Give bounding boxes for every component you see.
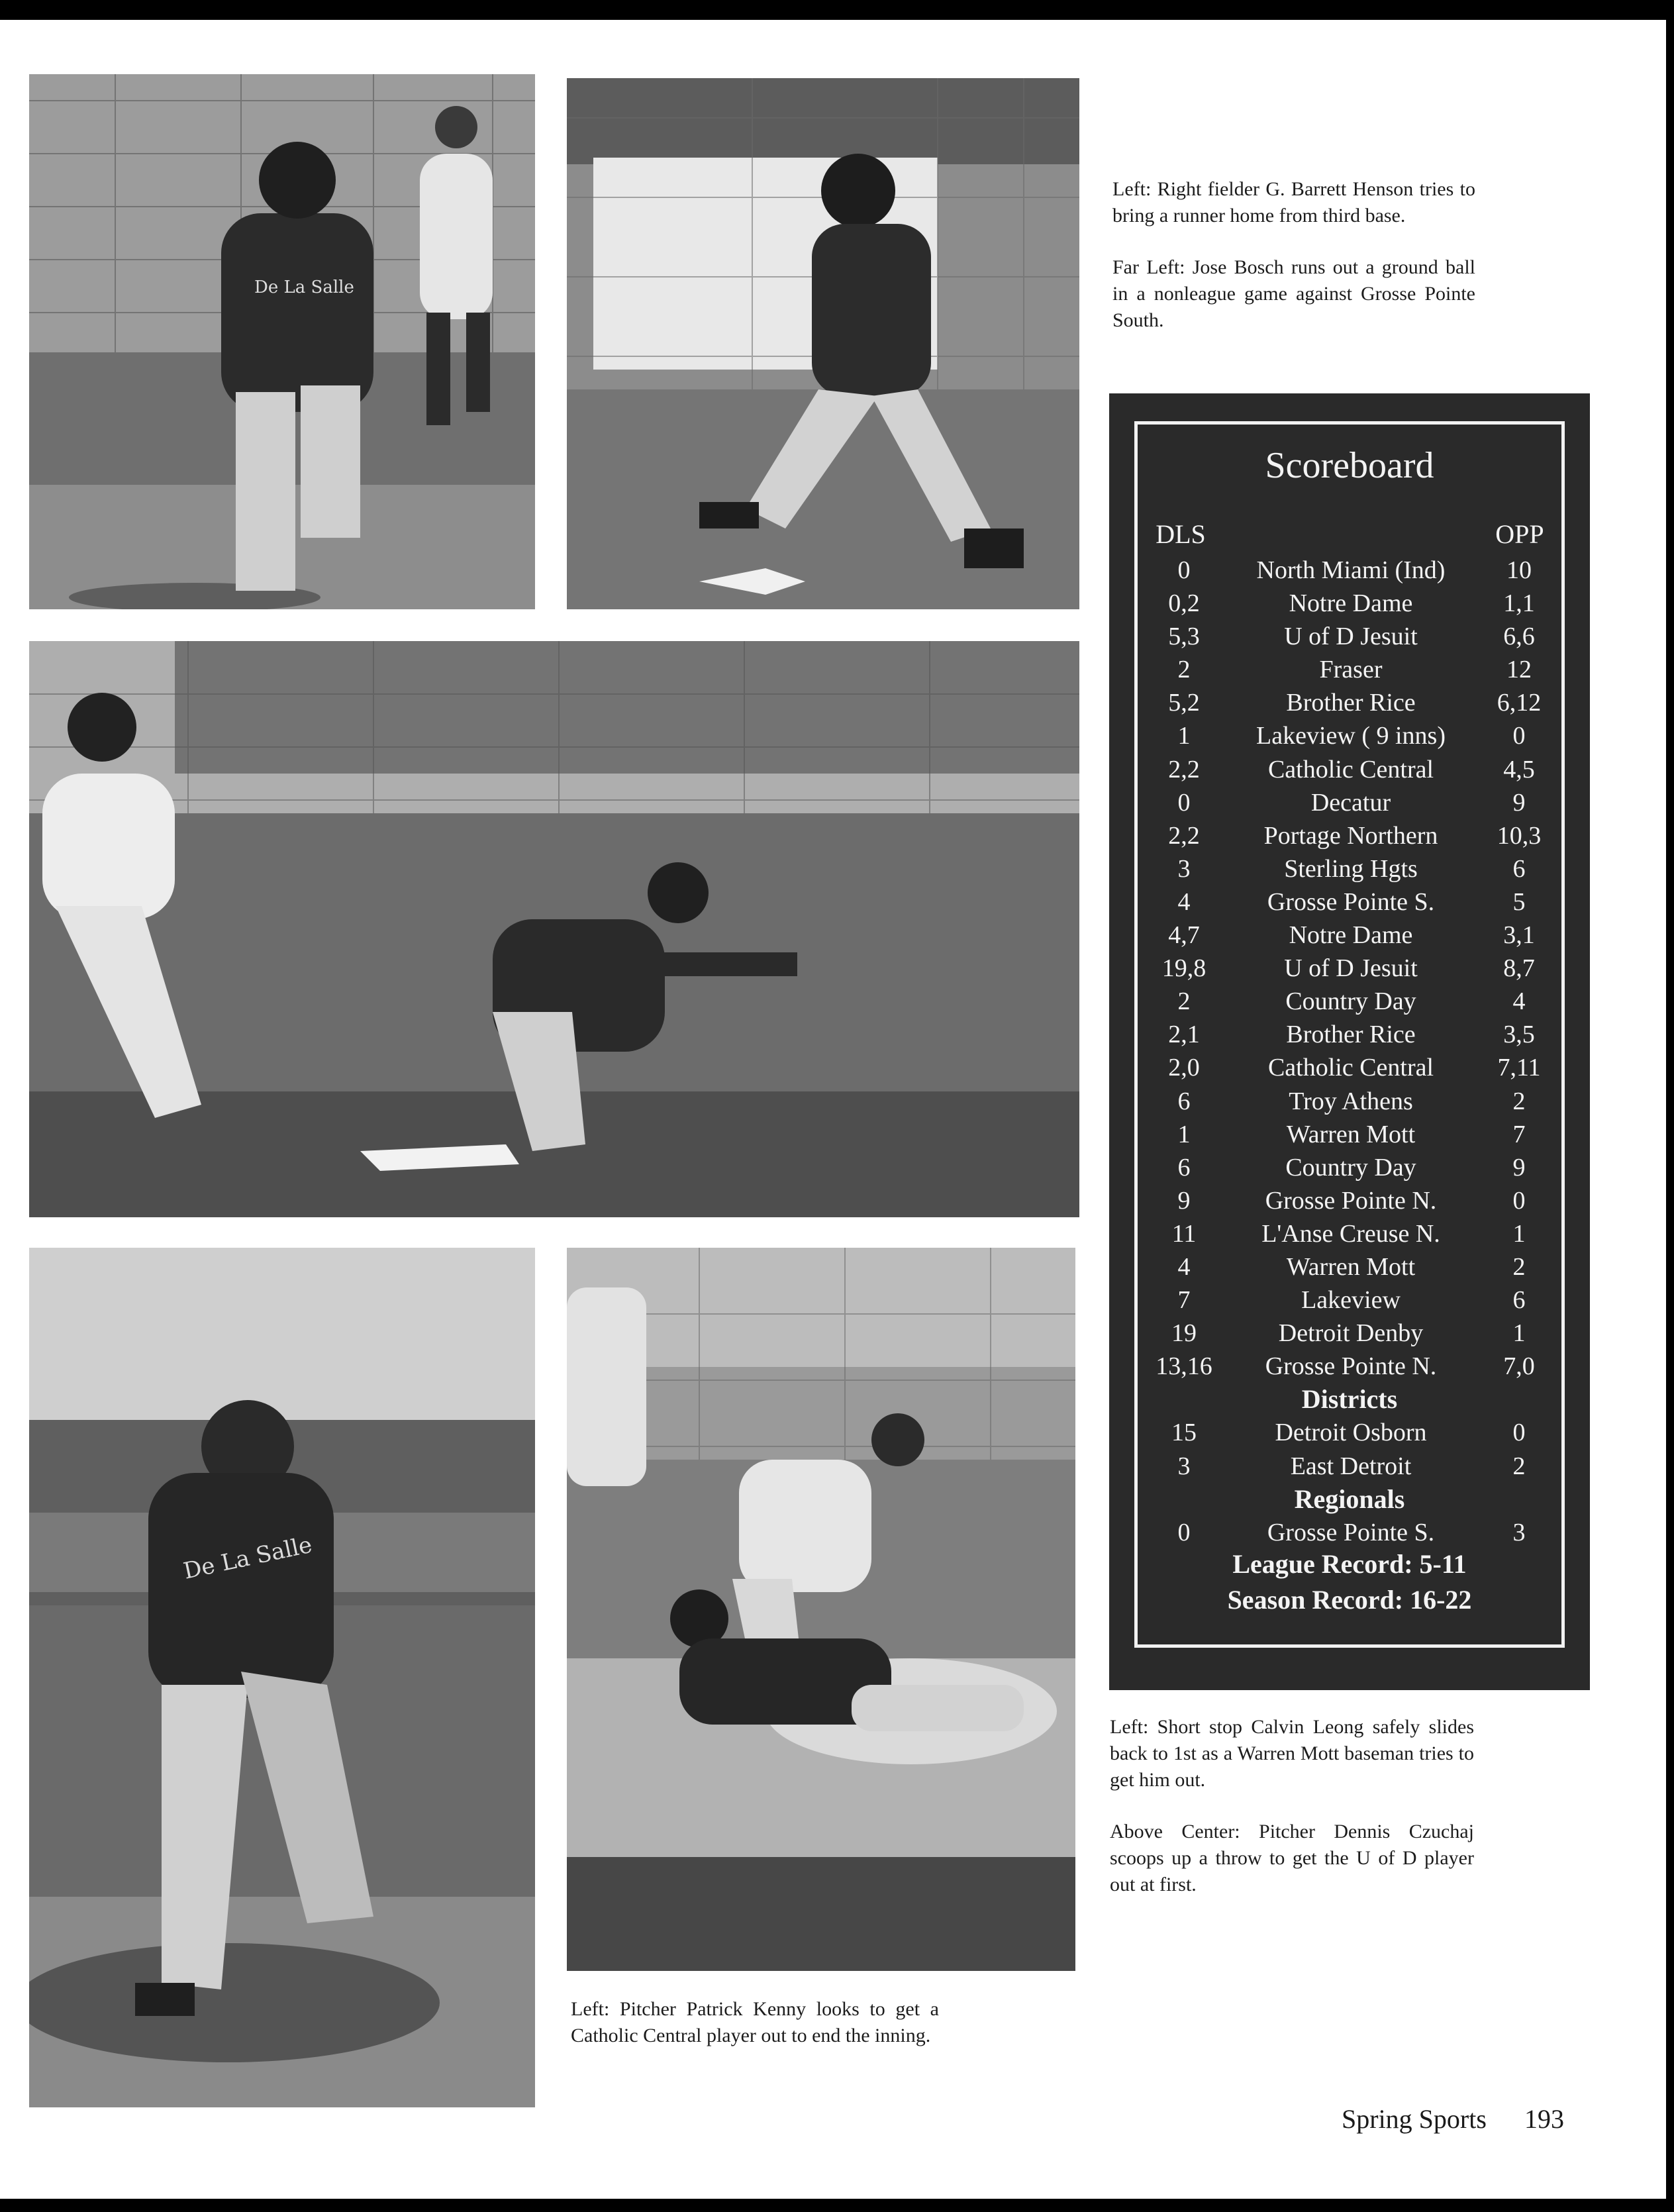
opp-score: 6,6: [1503, 623, 1535, 651]
scoreboard-frame: [1134, 421, 1565, 1648]
caption-patrick-kenny: Left: Pitcher Patrick Kenny looks to get a Catholic Central player out to end the inning.: [571, 1998, 939, 2046]
opp-score: 2: [1512, 1087, 1526, 1115]
dls-score: 0: [1177, 788, 1191, 817]
footer-section-title: Spring Sports: [1342, 2104, 1487, 2134]
score-row: [1138, 819, 1561, 852]
dls-score: 0: [1177, 1518, 1191, 1546]
photo-runner-illustration: [29, 74, 535, 609]
opp-score: 0: [1512, 1186, 1526, 1215]
opp-score: 7,11: [1497, 1054, 1541, 1082]
opp-score: 7: [1512, 1120, 1526, 1148]
opponent-name: Fraser: [1319, 656, 1383, 684]
score-row: [1138, 1416, 1561, 1449]
dls-score: 13,16: [1156, 1352, 1212, 1381]
opponent-name: Warren Mott: [1286, 1120, 1416, 1148]
score-row: [1138, 852, 1561, 885]
score-row: [1138, 985, 1561, 1018]
dls-score: 2,1: [1168, 1021, 1200, 1049]
caption-dennis-czuchaj: Above Center: Pitcher Dennis Czuchaj scoops up a throw to get the U of D player out at first.: [1110, 1821, 1474, 1895]
opp-score: 6,12: [1497, 689, 1542, 717]
score-row: [1138, 1151, 1561, 1184]
opponent-name: U of D Jesuit: [1284, 954, 1418, 983]
dls-score: 5,3: [1168, 623, 1200, 651]
top-border: [0, 0, 1674, 20]
photo-pitcher-illustration: [29, 1248, 535, 2107]
dls-score: 2: [1177, 987, 1191, 1016]
opp-score: 9: [1512, 1153, 1526, 1181]
opp-score: 2: [1512, 1452, 1526, 1480]
opp-score: 0: [1512, 722, 1526, 750]
score-row: [1138, 1217, 1561, 1250]
opponent-name: Grosse Pointe S.: [1267, 887, 1435, 916]
photo-batter: [567, 78, 1079, 609]
runner-jersey-text: De La Salle: [254, 277, 354, 297]
score-row: [1138, 952, 1561, 985]
dls-score: 2,2: [1168, 821, 1200, 850]
opponent-name: Grosse Pointe S.: [1267, 1518, 1435, 1546]
dls-score: 2: [1177, 656, 1191, 684]
league-record: League Record: 5-11: [1232, 1549, 1467, 1579]
season-record: Season Record: 16-22: [1227, 1585, 1472, 1615]
dls-score: 1: [1177, 722, 1191, 750]
opponent-name: Catholic Central: [1267, 1054, 1434, 1082]
score-row: [1138, 1516, 1561, 1549]
score-row: [1138, 686, 1561, 719]
caption-right-fielder: Left: Right fielder G. Barrett Henson tries to bring a runner home from third base.: [1112, 178, 1475, 226]
opponent-name: Decatur: [1310, 788, 1391, 817]
dls-score: 1: [1177, 1120, 1191, 1148]
photo-runner-third-base: [29, 74, 535, 609]
photo-first-base-play: [29, 641, 1079, 1217]
dls-column-header: DLS: [1156, 519, 1206, 549]
opp-score: 1,1: [1503, 589, 1535, 618]
season-records: [1138, 1546, 1561, 1618]
opp-score: 1: [1512, 1219, 1526, 1248]
opp-score: 3,1: [1503, 921, 1535, 950]
opponent-name: Brother Rice: [1286, 689, 1416, 717]
opp-score: 4: [1512, 987, 1526, 1016]
opponent-name: Detroit Osborn: [1275, 1419, 1427, 1447]
score-row: [1138, 1317, 1561, 1350]
opponent-name: East Detroit: [1290, 1452, 1412, 1480]
dls-score: 4: [1177, 1252, 1191, 1281]
score-row: [1138, 1250, 1561, 1283]
opponent-name: North Miami (Ind): [1256, 556, 1446, 584]
dls-score: 9: [1177, 1186, 1191, 1215]
opponent-name: Grosse Pointe N.: [1265, 1186, 1437, 1215]
opp-score: 2: [1512, 1252, 1526, 1281]
opponent-name: Lakeview ( 9 inns): [1256, 722, 1446, 750]
opponent-name: Grosse Pointe N.: [1265, 1352, 1437, 1381]
scoreboard-title: Scoreboard: [1265, 445, 1434, 486]
photo-first-base-illustration: [29, 641, 1079, 1217]
opp-column-header: OPP: [1495, 519, 1544, 549]
opponent-name: Sterling Hgts: [1284, 854, 1418, 883]
opponent-name: Detroit Denby: [1278, 1319, 1424, 1348]
dls-score: 6: [1177, 1153, 1191, 1181]
score-row: [1138, 1018, 1561, 1051]
dls-score: 19: [1171, 1319, 1197, 1348]
opp-score: 4,5: [1503, 755, 1535, 783]
dls-score: 19,8: [1161, 954, 1206, 983]
score-row: [1138, 620, 1561, 653]
caption-lower-right: [1110, 1714, 1474, 1898]
scoreboard-panel: [1109, 393, 1590, 1690]
dls-score: 0,2: [1168, 589, 1200, 618]
score-row: [1138, 919, 1561, 952]
opp-score: 12: [1506, 656, 1532, 684]
opponent-name: Notre Dame: [1289, 589, 1413, 618]
score-row: [1138, 1283, 1561, 1317]
dls-score: 7: [1177, 1286, 1191, 1315]
score-row: [1138, 1450, 1561, 1483]
dls-score: 15: [1171, 1419, 1197, 1447]
opponent-name: Country Day: [1285, 987, 1416, 1016]
score-row: [1138, 1051, 1561, 1084]
dls-score: 3: [1177, 1452, 1191, 1480]
caption-calvin-leong: Left: Short stop Calvin Leong safely slides back to 1st as a Warren Mott baseman tries to get him out.: [1110, 1716, 1474, 1791]
score-row: [1138, 653, 1561, 686]
caption-top-right: [1112, 176, 1475, 334]
opponent-name: Notre Dame: [1289, 921, 1413, 950]
opp-score: 9: [1512, 788, 1526, 817]
photo-slide-illustration: [567, 1248, 1075, 1971]
opponent-name: Troy Athens: [1289, 1087, 1413, 1115]
score-row: [1138, 1085, 1561, 1118]
opponent-name: U of D Jesuit: [1284, 623, 1418, 651]
dls-score: 2,0: [1168, 1054, 1200, 1082]
caption-bottom-center: [571, 1996, 939, 2049]
score-row: [1138, 1184, 1561, 1217]
photo-slide-first-base: [567, 1248, 1075, 1971]
dls-score: 4,7: [1168, 921, 1200, 950]
opp-score: 8,7: [1503, 954, 1535, 983]
pitcher-jersey-text: De La Salle: [181, 1531, 315, 1585]
bottom-border: [0, 2199, 1674, 2212]
dls-score: 11: [1171, 1219, 1197, 1248]
dls-score: 0: [1177, 556, 1191, 584]
dls-score: 4: [1177, 887, 1191, 916]
districts-heading: Districts: [1301, 1384, 1398, 1415]
dls-score: 6: [1177, 1087, 1191, 1115]
score-row: [1138, 719, 1561, 752]
opponent-name: Lakeview: [1301, 1286, 1401, 1315]
score-row: [1138, 587, 1561, 620]
score-row: [1138, 885, 1561, 919]
score-row: [1138, 1350, 1561, 1383]
opp-score: 7,0: [1503, 1352, 1535, 1381]
opponent-name: Warren Mott: [1286, 1252, 1416, 1281]
opp-score: 6: [1512, 1286, 1526, 1315]
dls-score: 3: [1177, 854, 1191, 883]
score-row: [1138, 554, 1561, 587]
page-number: 193: [1524, 2104, 1564, 2134]
score-row: [1138, 786, 1561, 819]
opp-score: 6: [1512, 854, 1526, 883]
photo-pitcher: [29, 1248, 535, 2107]
photo-batter-illustration: [567, 78, 1079, 609]
caption-jose-bosch: Far Left: Jose Bosch runs out a ground ball in a nonleague game against Grosse Pointe South.: [1112, 256, 1475, 331]
dls-score: 5,2: [1168, 689, 1200, 717]
opponent-name: Portage Northern: [1263, 821, 1438, 850]
opponent-name: Country Day: [1285, 1153, 1416, 1181]
opp-score: 3,5: [1503, 1021, 1535, 1049]
opp-score: 10: [1506, 556, 1532, 584]
opponent-name: Brother Rice: [1286, 1021, 1416, 1049]
opp-score: 3: [1512, 1518, 1526, 1546]
opponent-name: L'Anse Creuse N.: [1261, 1219, 1440, 1248]
score-row: [1138, 1118, 1561, 1151]
opp-score: 10,3: [1497, 821, 1542, 850]
dls-score: 2,2: [1168, 755, 1200, 783]
score-rows: [1138, 554, 1561, 1549]
opponent-name: Catholic Central: [1267, 755, 1434, 783]
regionals-heading: Regionals: [1294, 1483, 1405, 1514]
opp-score: 5: [1512, 887, 1526, 916]
opp-score: 1: [1512, 1319, 1526, 1348]
right-border: [1666, 0, 1674, 2212]
score-row: [1138, 753, 1561, 786]
opp-score: 0: [1512, 1419, 1526, 1447]
